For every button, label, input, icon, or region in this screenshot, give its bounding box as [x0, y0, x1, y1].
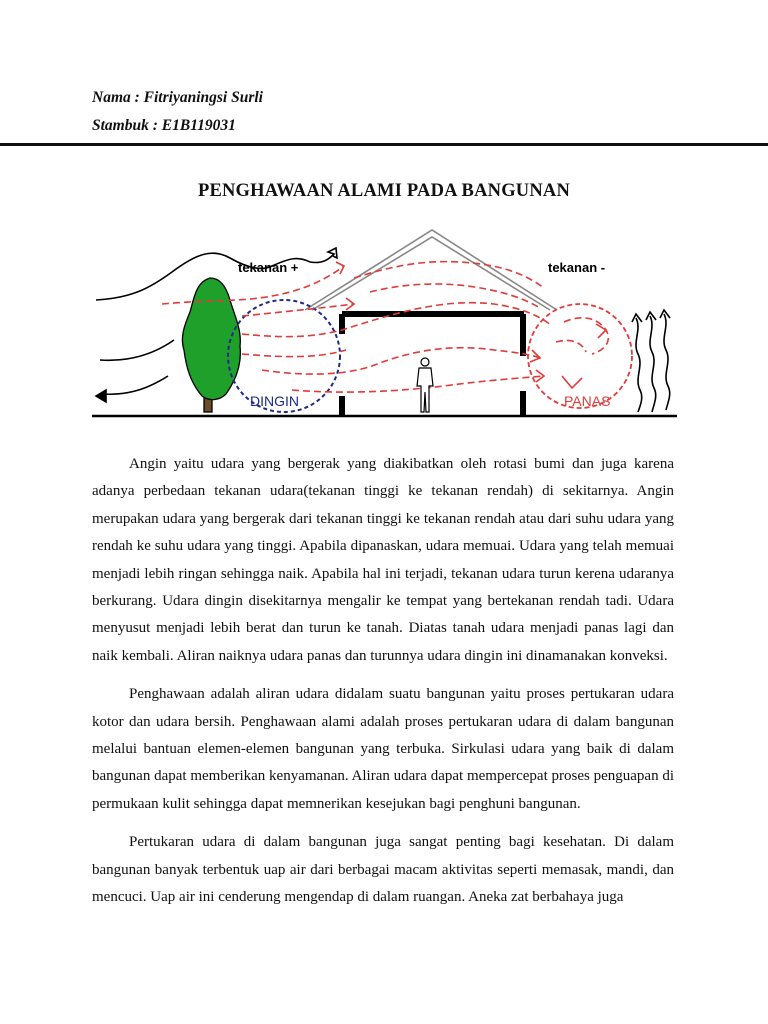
- tree: [182, 278, 240, 412]
- paragraph: Penghawaan adalah aliran udara didalam suatu bangunan yaitu proses pertukaran udara kotor dan udara bersih. Penghawaan alami adalah proses pertukaran udara di dalam bangunan melalui bantuan elemen-elemen bangunan yang terbuka. Sirkulasi udara yang baik di dalam bangunan dapat memberikan kenyamanan. Aliran udara dapat mempercepat proses penguapan di permukaan kulit sehingga dapat memnerikan kesejukan bagi penghuni bangunan.: [92, 686, 674, 812]
- label-pressure-plus: tekanan +: [238, 260, 299, 275]
- paragraph: Pertukaran udara di dalam bangunan juga sangat penting bagi kesehatan. Di dalam bangunan banyak terbentuk uap air dari berbagai macam aktivitas seperti memasak, mandi, dan mencuci. Uap air ini cenderung mengendap di dalam ruangan. Aneka zat berbahaya juga: [92, 834, 674, 906]
- body-text: [92, 451, 674, 923]
- person-figure: [417, 358, 433, 412]
- student-id: Stambuk : E1B119031: [92, 117, 236, 134]
- paragraph: Angin yaitu udara yang bergerak yang diakibatkan oleh rotasi bumi dan juga karena adanya perbedaan tekanan udara(tekanan tinggi ke tekanan rendah) di sekitarnya. Angin merupakan udara yang bergerak dari tekanan tinggi ke tekanan rendah atau dari suhu udara yang rendah ke suhu udara yang tinggi. Apabila dipanaskan, udara memuai. Udara yang telah memuai menjadi lebih ringan sehingga naik. Apabila hal ini terjadi, tekanan udara turun kerena udaranya berkurang. Udara dingin disekitarnya mengalir ke tempat yang bertekanan rendah tadi. Udara menyusut menjadi lebih berat dan turun ke tanah. Diatas tanah udara menjadi panas lagi dan naik kembali. Aliran naiknya udara panas dan turunnya udara dingin ini dinamanakan konveksi.: [92, 456, 674, 664]
- label-pressure-minus: tekanan -: [548, 260, 606, 275]
- building-frame: [342, 314, 524, 416]
- heat-waves: [632, 310, 670, 412]
- label-hot: PANAS: [564, 393, 611, 409]
- airflow-arrowheads: [336, 262, 606, 388]
- author-name: Nama : Fitriyaningsi Surli: [92, 89, 263, 106]
- page-title: PENGHAWAAN ALAMI PADA BANGUNAN: [197, 181, 571, 201]
- header-divider: [0, 143, 768, 146]
- author-header: [92, 86, 263, 142]
- ventilation-diagram: [92, 226, 677, 422]
- label-cold: DINGIN: [250, 393, 299, 409]
- pressure-arrow: [310, 248, 337, 263]
